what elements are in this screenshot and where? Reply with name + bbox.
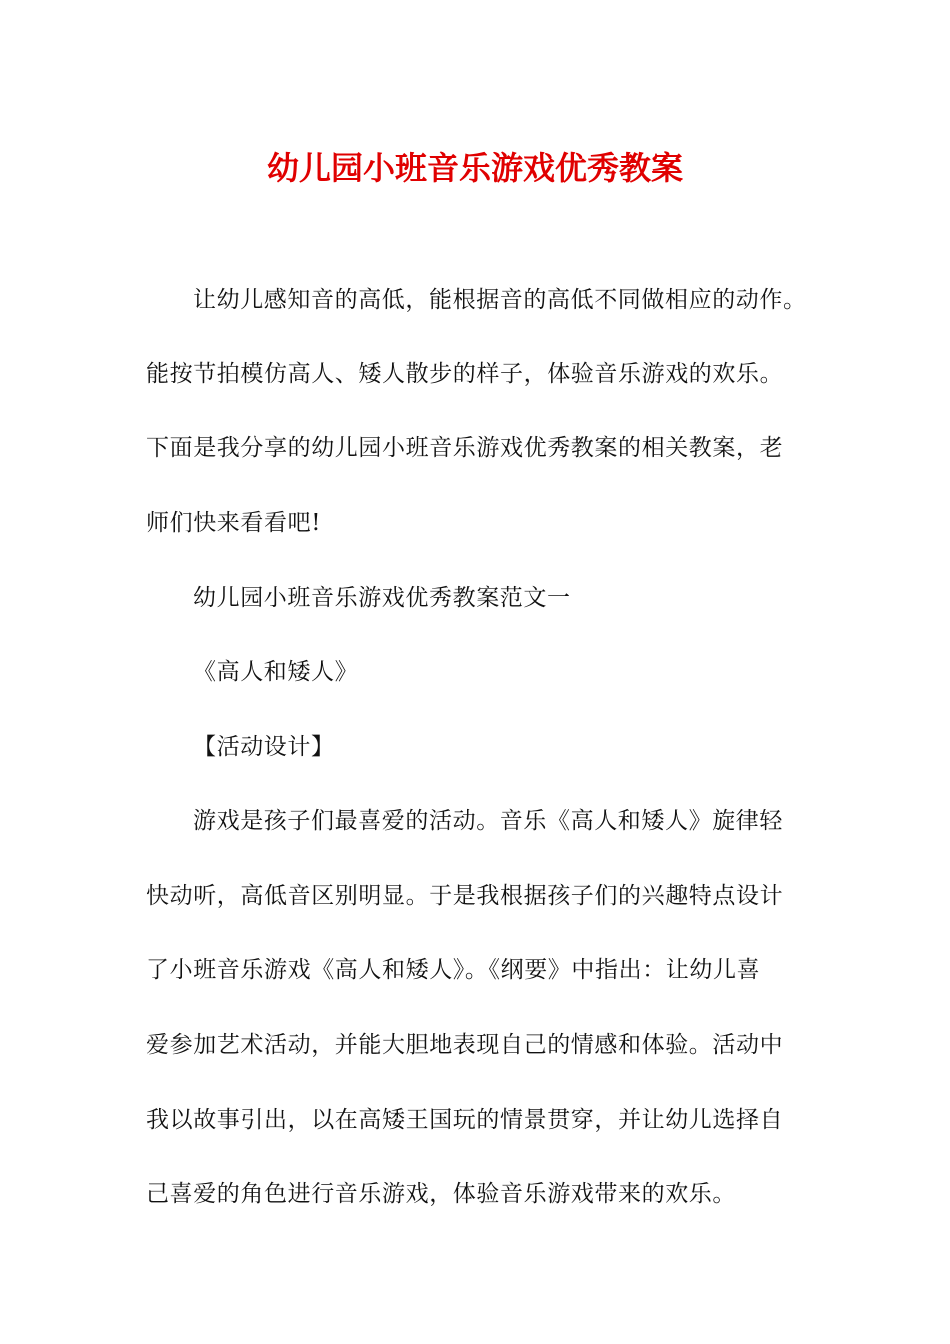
document-title: 幼儿园小班音乐游戏优秀教案 — [266, 149, 683, 187]
paragraph-line: 了小班音乐游戏《高人和矮人》。《纲要》中指出：让幼儿喜 — [146, 957, 761, 983]
paragraph-line: 爱参加艺术活动，并能大胆地表现自己的情感和体验。活动中 — [146, 1032, 784, 1058]
lesson-title: 《高人和矮人》 — [193, 659, 359, 685]
paragraph-line: 让幼儿感知音的高低，能根据音的高低不同做相应的动作。 — [193, 287, 807, 313]
paragraph-line: 快动听，高低音区别明显。于是我根据孩子们的兴趣特点设计 — [146, 883, 784, 909]
subsection-heading: 【活动设计】 — [193, 734, 335, 760]
paragraph-line: 我以故事引出，以在高矮王国玩的情景贯穿，并让幼儿选择自 — [146, 1107, 784, 1133]
paragraph-line: 己喜爱的角色进行音乐游戏，体验音乐游戏带来的欢乐。 — [146, 1181, 736, 1207]
section-heading: 幼儿园小班音乐游戏优秀教案范文一 — [193, 585, 571, 611]
paragraph-line: 游戏是孩子们最喜爱的活动。音乐《高人和矮人》旋律轻 — [193, 808, 783, 834]
paragraph-line: 师们快来看看吧! — [146, 510, 322, 536]
paragraph-line: 下面是我分享的幼儿园小班音乐游戏优秀教案的相关教案，老 — [146, 435, 784, 461]
paragraph-line: 能按节拍模仿高人、矮人散步的样子，体验音乐游戏的欢乐。 — [146, 361, 784, 387]
